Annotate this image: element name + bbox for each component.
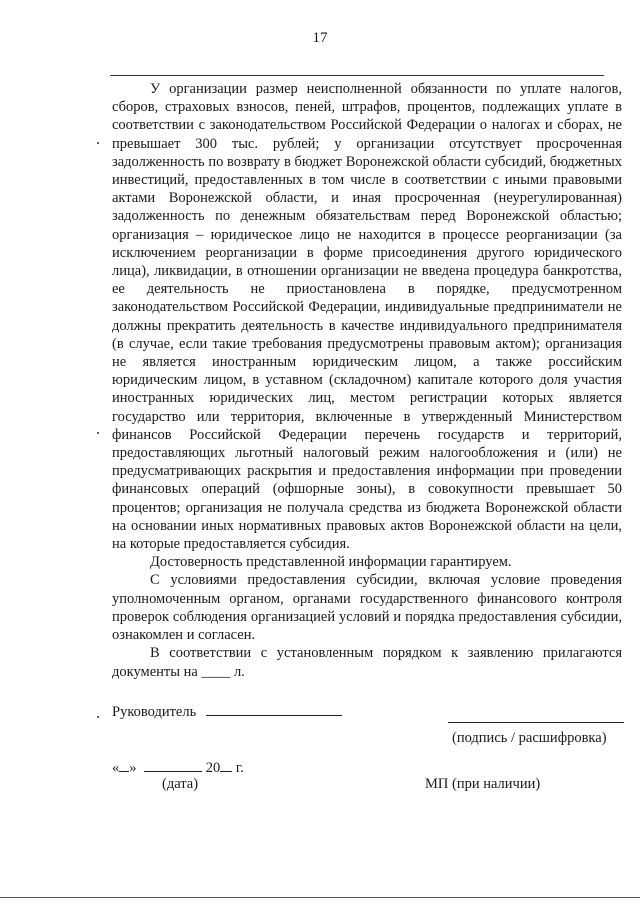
margin-dot	[97, 142, 99, 144]
margin-dot	[97, 432, 99, 434]
accuracy-paragraph: Достоверность представленной информации гарантируем.	[150, 554, 512, 571]
eligibility-paragraph: У организации размер неисполненной обязанности по уплате налогов, сборов, страховых взносов, пеней, штрафов, процентов, подлежащих уплате в соответствии с законодательством Российской Федерации о налогах и сборах, не превышает 300 тыс. рублей; у организации отсутствует просроченная задолженность по возврату в бюджет Воронежской области субсидий, бюджетных инвестиций, предоставленных в том числе в соответствии с иными правовыми актами Воронежской области, и иная просроченная (неурегулированная) задолженность по денежным обязательствам перед Воронежской областью; организация – юридическое лицо не находится в процессе реорганизации (за исключением реорганизации в форме присоединения другого юридического лица), ликвидации, в отношении организации не введена процедура банкротства, ее деятельность не приостановлена в порядке, предусмотренном законодательством Российской Федерации, индивидуальные предприниматели не должны прекратить деятельность в качестве индивидуального предпринимателя (в случае, если такие требования предусмотрены правовым актом); организация не является иностранным юридическим лицом, а также российским юридическим лицом, в уставном (складочном) капитале которого доля участия иностранных юридических лиц, местом регистрации которых является государство или территория, включенные в утвержденный Министерством финансов Российской Федерации перечень государств и территорий, предоставляющих льготный налоговый режим налогообложения и (или) не предусматривающих раскрытия и предоставления информации при проведении финансовых операций (офшорные зоны), в совокупности превышает 50 процентов; организация не получала средства из бюджета Воронежской области на основании иных нормативных правовых актов Воронежской области на цели, на которые предоставляется субсидия.	[112, 81, 622, 553]
date-close-quote: »	[129, 760, 137, 776]
date-open-quote: «	[112, 760, 120, 776]
date-caption: (дата)	[162, 776, 199, 792]
date-day-blank	[119, 771, 129, 772]
signature-caption: (подпись / расшифровка)	[452, 730, 607, 746]
conditions-paragraph: С условиями предоставления субсидии, включая условие проведения уполномоченным органом, органами государственного финансового контроля проверок соблюдения организацией условий и порядка предоставления субсидии, ознакомлен и согласен.	[112, 572, 622, 644]
document-body	[112, 80, 622, 681]
margin-dot	[97, 716, 99, 718]
head-label: Руководитель	[112, 704, 197, 720]
date-year-prefix: 20	[205, 760, 221, 776]
head-signature-blank	[206, 715, 342, 716]
attachments-paragraph: В соответствии с установленным порядком к заявлению прилагаются документы на ____ л.	[112, 645, 622, 680]
header-rule	[110, 75, 604, 76]
date-month-blank	[144, 771, 202, 772]
signature-rule	[448, 722, 624, 723]
stamp-caption: МП (при наличии)	[425, 776, 541, 792]
date-year-blank	[220, 771, 232, 772]
date-line	[112, 760, 244, 777]
head-signature-line	[112, 704, 342, 721]
page-bottom-edge	[0, 897, 640, 898]
date-year-suffix: г.	[235, 760, 244, 776]
page-number: 17	[312, 30, 328, 46]
